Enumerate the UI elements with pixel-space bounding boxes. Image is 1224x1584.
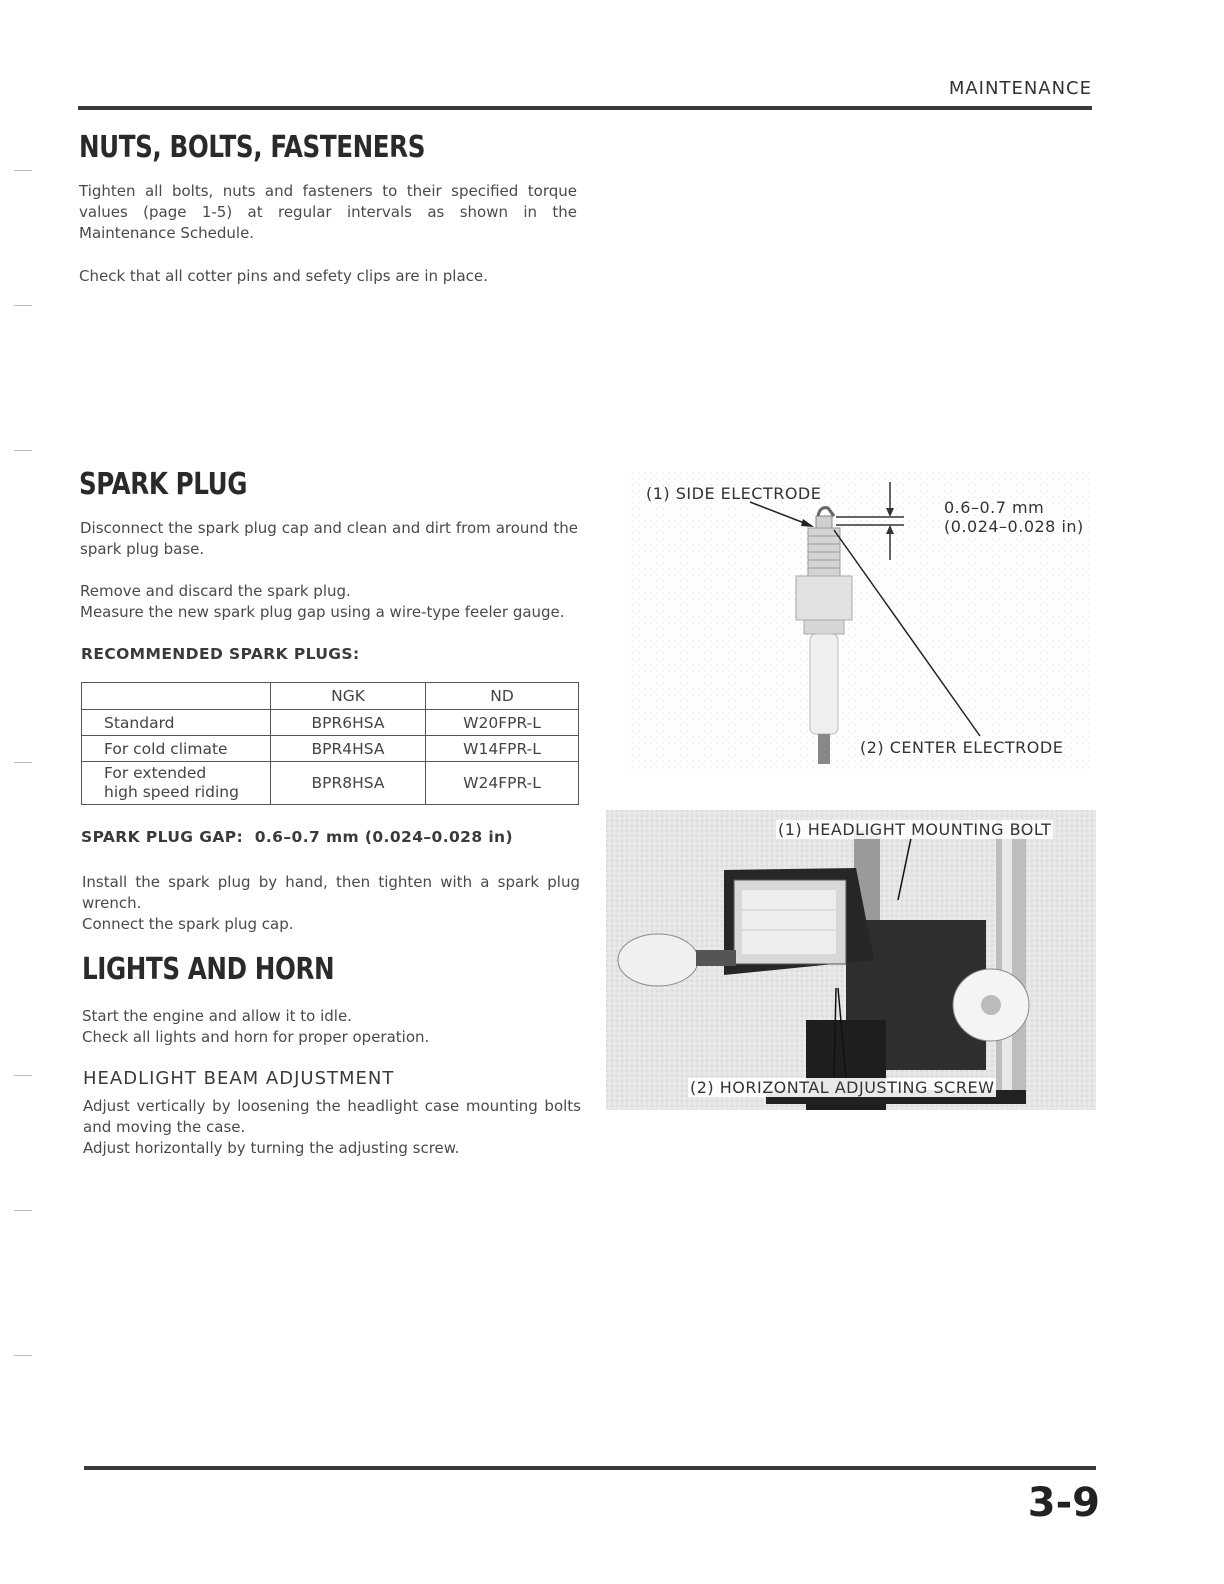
headlight-photo [606,810,1096,1110]
table-cell-line: high speed riding [104,783,239,801]
lights-horn-title: LIGHTS AND HORN [82,952,335,987]
table-header-cell [82,683,271,710]
table-cell: W20FPR-L [426,710,579,736]
table-cell: W14FPR-L [426,736,579,762]
footer-rule [84,1466,1096,1470]
margin-mark [14,1210,32,1211]
nuts-bolts-title: NUTS, BOLTS, FASTENERS [79,130,426,165]
table-cell-line: For extended [104,764,207,782]
headlight-figure [606,810,1096,1110]
spark-plug-figure [620,472,1094,778]
spark-gap-label: SPARK PLUG GAP: [81,828,244,846]
margin-mark [14,450,32,451]
section-header: MAINTENANCE [948,78,1092,99]
table-cell: Standard [82,710,271,736]
nuts-paragraph-1: Tighten all bolts, nuts and fasteners to their specified torque values (page 1-5) at regular intervals as shown in the Maintenance Schedule. [79,182,577,242]
header-rule [78,106,1092,110]
table-row [82,736,579,762]
headlight-beam-heading: HEADLIGHT BEAM ADJUSTMENT [83,1068,395,1089]
spark-gap-spec [81,828,513,846]
gap-in-label: (0.024–0.028 in) [944,517,1084,536]
lights-paragraph-2a: Adjust vertically by loosening the headlight case mounting bolts and moving the case. [83,1097,581,1136]
lights-paragraph-1a: Start the engine and allow it to idle. [82,1007,352,1025]
margin-mark [14,1075,32,1076]
spark-plug-title: SPARK PLUG [79,467,247,502]
spark-gap-value: 0.6–0.7 mm (0.024–0.028 in) [254,828,513,846]
margin-mark [14,305,32,306]
table-cell [82,762,271,805]
table-header-cell: NGK [271,683,426,710]
gap-mm-label: 0.6–0.7 mm [944,498,1045,517]
table-header-row [82,683,579,710]
table-row [82,762,579,805]
adjusting-screw-label: (2) HORIZONTAL ADJUSTING SCREW [690,1078,995,1097]
margin-mark [14,1355,32,1356]
table-cell: W24FPR-L [426,762,579,805]
table-cell: BPR6HSA [271,710,426,736]
recommended-plugs-heading: RECOMMENDED SPARK PLUGS: [81,645,360,663]
margin-mark [14,762,32,763]
spark-plug-table [81,682,579,805]
spark-paragraph-2b: Measure the new spark plug gap using a wire-type feeler gauge. [80,603,565,621]
lights-paragraph-1b: Check all lights and horn for proper operation. [82,1028,430,1046]
mounting-bolt-label: (1) HEADLIGHT MOUNTING BOLT [778,820,1052,839]
center-electrode-label: (2) CENTER ELECTRODE [860,738,1064,757]
page-number: 3-9 [1027,1480,1100,1526]
table-row [82,710,579,736]
table-header-cell: ND [426,683,579,710]
table-cell: BPR8HSA [271,762,426,805]
spark-paragraph-3a: Install the spark plug by hand, then tighten with a spark plug wrench. [82,873,580,912]
spark-paragraph-3b: Connect the spark plug cap. [82,915,294,933]
spark-paragraph-1: Disconnect the spark plug cap and clean and dirt from around the spark plug base. [80,519,578,558]
table-cell: For cold climate [82,736,271,762]
table-cell: BPR4HSA [271,736,426,762]
side-electrode-label: (1) SIDE ELECTRODE [646,484,822,503]
margin-mark [14,170,32,171]
nuts-paragraph-2: Check that all cotter pins and sefety clips are in place. [79,267,488,285]
lights-paragraph-2b: Adjust horizontally by turning the adjusting screw. [83,1139,460,1157]
spark-paragraph-2a: Remove and discard the spark plug. [80,582,351,600]
